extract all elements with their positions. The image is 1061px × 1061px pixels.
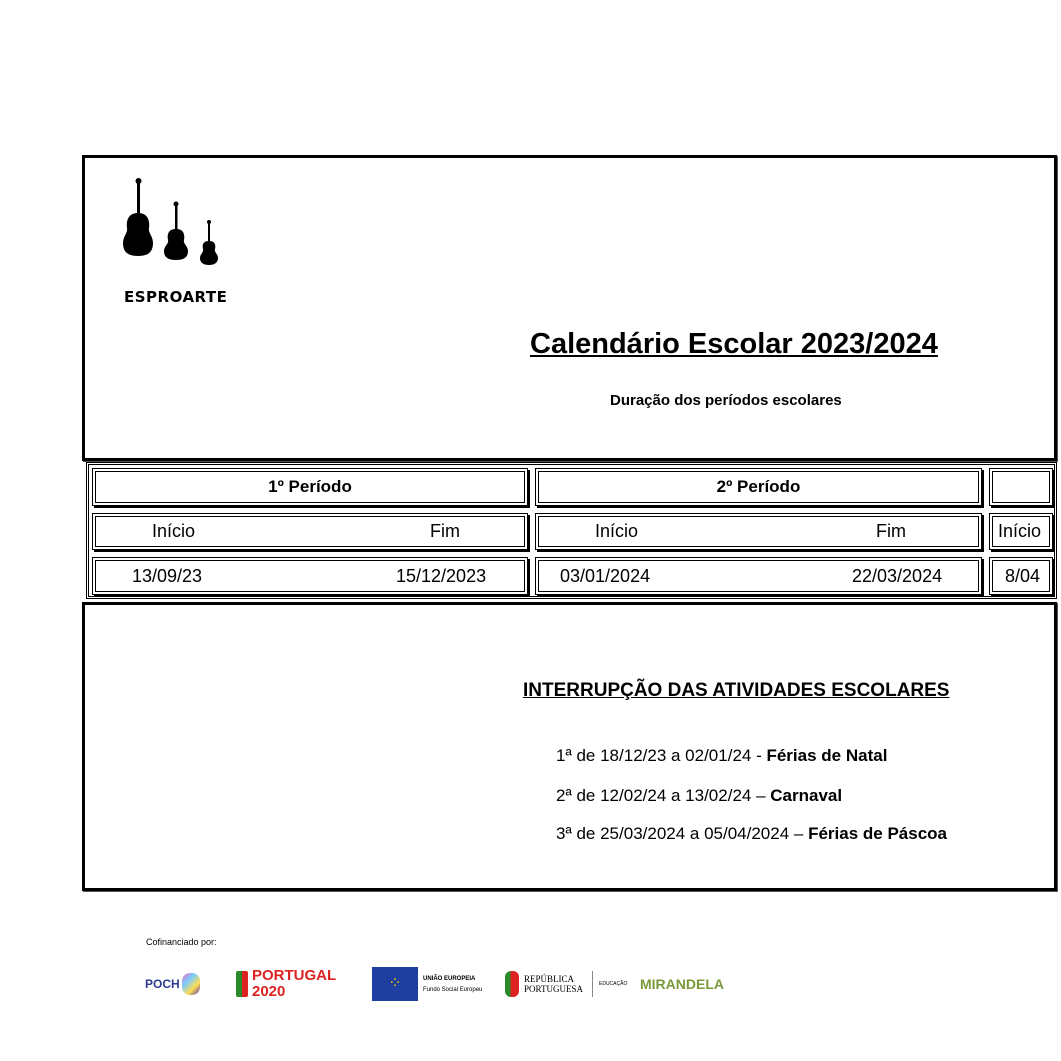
- start-label: Início: [152, 521, 196, 541]
- poch-text: POCH: [145, 977, 180, 991]
- end-label: Fim: [876, 521, 906, 541]
- eu-logo: [372, 965, 482, 1003]
- interruption-name: Férias de Natal: [766, 746, 888, 765]
- period-1-header: 1º Período: [92, 468, 528, 506]
- interruption-item: [556, 786, 842, 806]
- esproarte-logo: [120, 175, 228, 306]
- period-3-dates: [989, 557, 1053, 595]
- start-date: 13/09/23: [132, 565, 203, 586]
- mirandela-logo: [640, 965, 724, 1003]
- flag-icon: [236, 971, 248, 997]
- interruption-dates: 1ª de 18/12/23 a 02/01/24 -: [556, 746, 767, 765]
- portugal2020-text: PORTUGAL 2020: [252, 967, 336, 1000]
- period-2-dates: [535, 557, 982, 595]
- period-3-labels: [989, 513, 1053, 550]
- period-2-labels: [535, 513, 982, 550]
- cofinanced-label: Cofinanciado por:: [146, 937, 217, 947]
- logo-text: ESPROARTE: [124, 288, 228, 306]
- interruption-dates: 2ª de 12/02/24 a 13/02/24 –: [556, 786, 771, 805]
- interruption-item: [556, 824, 947, 844]
- header-box: [82, 155, 1057, 461]
- page-title: Calendário Escolar 2023/2024: [530, 328, 938, 360]
- educacao-text: EDUCAÇÃO: [599, 981, 628, 987]
- republica-logo: [505, 965, 627, 1003]
- interruptions-title: INTERRUPÇÃO DAS ATIVIDADES ESCOLARES: [523, 680, 950, 701]
- start-date: 03/01/2024: [560, 565, 651, 586]
- mirandela-text: MIRANDELA: [640, 976, 724, 992]
- start-date: 8/04: [1005, 565, 1041, 586]
- period-1-dates: [92, 557, 528, 595]
- end-date: 15/12/2023: [396, 565, 487, 586]
- start-label: Início: [998, 521, 1042, 541]
- page-subtitle: Duração dos períodos escolares: [610, 392, 842, 409]
- end-label: Fim: [430, 521, 460, 541]
- period-2-header: 2º Período: [535, 468, 982, 506]
- poch-logo: [145, 965, 200, 1003]
- republica-text: REPÚBLICA PORTUGUESA: [524, 974, 583, 994]
- fse-text: Fundo Social Europeu: [423, 986, 483, 993]
- poch-graphic-icon: [182, 973, 200, 995]
- violins-icon: [120, 175, 220, 285]
- interruption-name: Férias de Páscoa: [808, 824, 947, 843]
- portugal2020-logo: [236, 965, 361, 1003]
- period-1-labels: [92, 513, 528, 550]
- interruption-name: Carnaval: [770, 786, 843, 805]
- divider: [592, 971, 593, 997]
- interruption-item: [556, 746, 887, 766]
- period-3-header: [989, 468, 1053, 506]
- end-date: 22/03/2024: [852, 565, 943, 586]
- start-label: Início: [595, 521, 639, 541]
- eu-text: UNIÃO EUROPEIA: [423, 975, 476, 982]
- interruption-dates: 3ª de 25/03/2024 a 05/04/2024 –: [556, 824, 809, 843]
- shield-icon: [505, 971, 519, 997]
- eu-flag-icon: ⁘: [372, 967, 418, 1001]
